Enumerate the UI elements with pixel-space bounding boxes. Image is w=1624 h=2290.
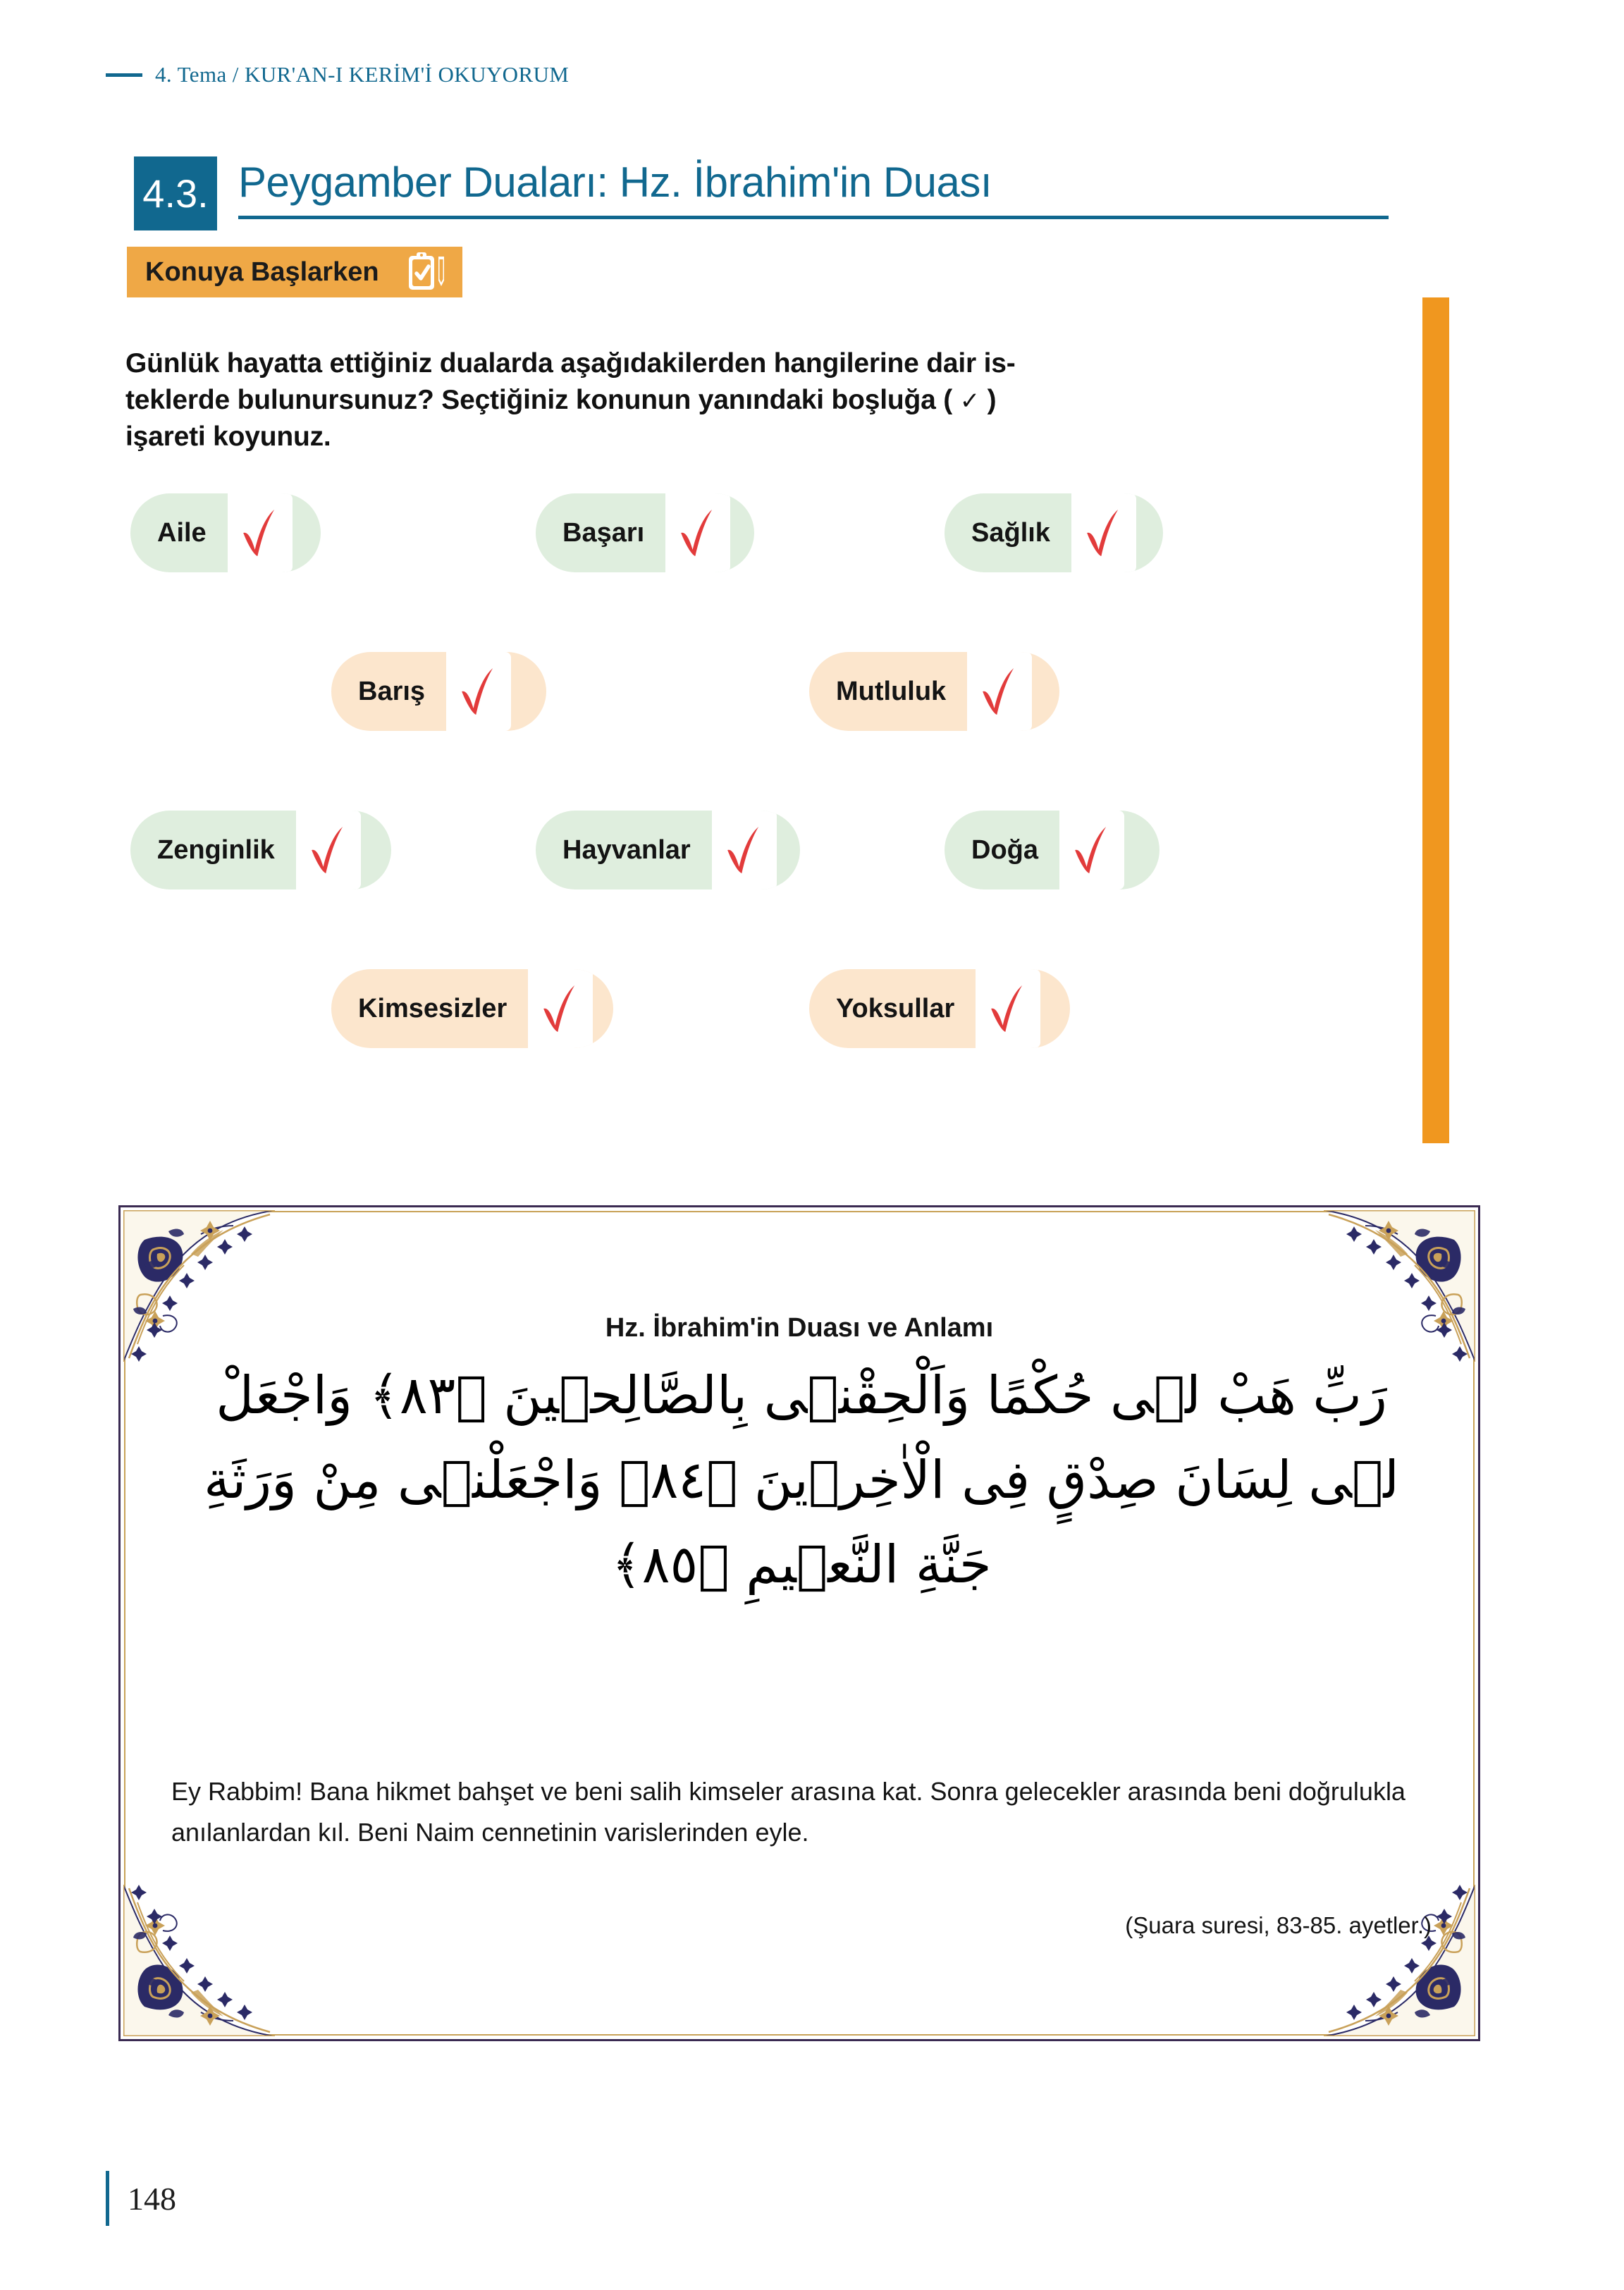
check-mark-icon bbox=[537, 980, 584, 1038]
option-pill-label: Doğa bbox=[971, 835, 1038, 865]
instruction-line-3: işareti koyunuz. bbox=[125, 421, 331, 452]
option-pill-label: Aile bbox=[157, 517, 207, 548]
corner-ornament-bottom-right bbox=[1324, 1885, 1475, 2036]
option-pill-row bbox=[0, 811, 1624, 889]
arabic-verse-line: لٖى لِسَانَ صِدْقٍ فِى الْاٰخِرٖينَ ﴿٨٤﴾ وَاجْعَلْنٖى مِنْ وَرَثَةِ bbox=[204, 1449, 1399, 1510]
quran-box-title: Hz. İbrahim'in Duası ve Anlamı bbox=[605, 1313, 994, 1343]
option-pill-row bbox=[0, 493, 1624, 572]
check-mark-icon bbox=[1081, 504, 1127, 562]
section-underline bbox=[238, 216, 1389, 219]
arabic-verse-line: جَنَّةِ النَّعٖيمِ ﴿٨٥﴾ bbox=[611, 1534, 992, 1595]
option-pill[interactable] bbox=[536, 493, 754, 572]
option-pill[interactable] bbox=[331, 969, 613, 1048]
page-number: 148 bbox=[128, 2180, 176, 2217]
option-checkbox[interactable] bbox=[712, 811, 777, 889]
arabic-verses bbox=[163, 1354, 1440, 1608]
instruction-line-1: Günlük hayatta ettiğiniz dualarda aşağıdakilerden hangilerine dair is- bbox=[125, 348, 1016, 378]
corner-ornament-bottom-left bbox=[123, 1885, 275, 2036]
check-mark-icon bbox=[721, 821, 768, 879]
option-pill[interactable] bbox=[809, 652, 1059, 731]
check-mark-icon bbox=[237, 504, 283, 562]
option-checkbox[interactable] bbox=[446, 652, 511, 731]
option-checkbox[interactable] bbox=[665, 493, 730, 572]
check-mark-icon bbox=[985, 980, 1031, 1038]
section-heading-wrap bbox=[238, 156, 1389, 219]
check-mark-icon bbox=[1069, 821, 1115, 879]
footer-rule bbox=[106, 2171, 109, 2226]
option-checkbox[interactable] bbox=[296, 811, 361, 889]
instruction-line-2a: teklerde bulunursunuz? Seçtiğiniz konunun yanındaki boşluğa ( bbox=[125, 384, 960, 415]
page-title: Peygamber Duaları: Hz. İbrahim'in Duası bbox=[238, 159, 992, 206]
option-pill-label: Yoksullar bbox=[836, 993, 955, 1023]
option-pill[interactable] bbox=[130, 493, 321, 572]
option-checkbox[interactable] bbox=[967, 652, 1032, 731]
option-pill-label: Barış bbox=[358, 676, 426, 706]
option-checkbox[interactable] bbox=[1059, 811, 1124, 889]
section-title bbox=[134, 156, 1389, 230]
quran-quote-box bbox=[118, 1205, 1480, 2041]
option-pill-row bbox=[0, 652, 1624, 731]
check-mark-icon bbox=[305, 821, 352, 879]
option-pill-label: Hayvanlar bbox=[562, 835, 691, 865]
option-pill[interactable] bbox=[809, 969, 1070, 1048]
instruction-text bbox=[125, 345, 1324, 455]
page-footer bbox=[106, 2171, 176, 2226]
option-pill-label: Zenginlik bbox=[157, 835, 275, 865]
inline-check-icon: ✓ bbox=[959, 387, 980, 414]
option-pill[interactable] bbox=[536, 811, 800, 889]
option-pill-label: Mutluluk bbox=[836, 676, 947, 706]
option-checkbox[interactable] bbox=[228, 493, 293, 572]
option-pill-grid bbox=[0, 493, 1624, 1128]
option-pill[interactable] bbox=[945, 493, 1163, 572]
option-pill[interactable] bbox=[130, 811, 391, 889]
option-pill-label: Başarı bbox=[562, 517, 645, 548]
option-pill-label: Kimsesizler bbox=[358, 993, 508, 1023]
running-head-rule bbox=[106, 73, 142, 77]
konuya-baslarken-label: Konuya Başlarken bbox=[145, 257, 379, 287]
option-checkbox[interactable] bbox=[976, 969, 1040, 1048]
citation-text: (Şuara suresi, 83-85. ayetler.) bbox=[1125, 1912, 1432, 1938]
option-pill-label: Sağlık bbox=[971, 517, 1050, 548]
check-mark-icon bbox=[675, 504, 721, 562]
option-pill[interactable] bbox=[331, 652, 546, 731]
instruction-line-2b: ) bbox=[980, 384, 997, 415]
check-mark-icon bbox=[455, 663, 502, 720]
option-pill-row bbox=[0, 969, 1624, 1048]
clipboard-check-pencil-icon bbox=[407, 251, 447, 293]
option-checkbox[interactable] bbox=[1071, 493, 1136, 572]
option-checkbox[interactable] bbox=[528, 969, 593, 1048]
konuya-baslarken-badge bbox=[127, 247, 462, 297]
arabic-verse-line: رَبِّ هَبْ لٖى حُكْمًا وَاَلْحِقْنٖى بِالصَّالِحٖينَ ﴿٨٣﴾ وَاجْعَلْ bbox=[216, 1365, 1387, 1426]
section-number-badge: 4.3. bbox=[134, 156, 217, 230]
check-mark-icon bbox=[976, 663, 1023, 720]
running-head bbox=[106, 62, 569, 87]
translation-text: Ey Rabbim! Bana hikmet bahşet ve beni salih kimseler arasına kat. Sonra gelecekler arasında beni doğrulukla anılanlardan kıl. Beni Naim cennetinin varislerinden eyle. bbox=[171, 1777, 1405, 1847]
option-pill[interactable] bbox=[945, 811, 1159, 889]
running-head-text: 4. Tema / KUR'AN-I KERİM'İ OKUYORUM bbox=[155, 62, 570, 87]
